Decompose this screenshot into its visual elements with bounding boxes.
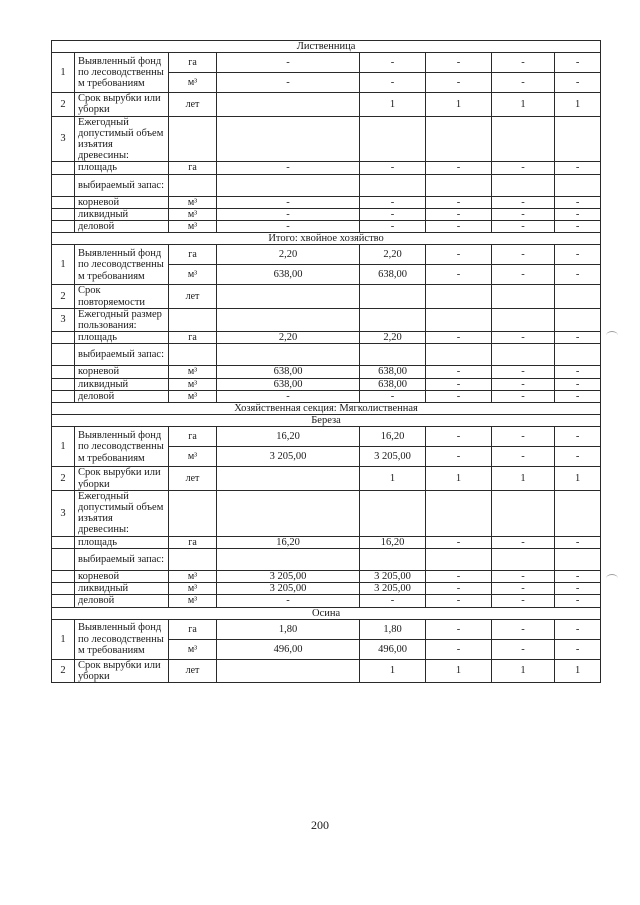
row-number-empty [52, 344, 75, 366]
value-cell: - [426, 208, 492, 220]
table-row [52, 570, 601, 582]
row-number-empty [52, 162, 75, 174]
value-cell [426, 344, 492, 366]
row-number-empty [52, 378, 75, 390]
value-cell: 1 [555, 659, 601, 682]
value-cell: 638,00 [360, 378, 426, 390]
row-number-empty [52, 332, 75, 344]
table-row [52, 619, 601, 639]
row-label: корневой [75, 196, 169, 208]
table-row [52, 116, 601, 162]
row-label: Выявленный фонд по лесоводственны м требованиям [75, 619, 169, 659]
unit-cell: лет [169, 285, 217, 308]
row-label: деловой [75, 221, 169, 233]
unit-cell: м³ [169, 447, 217, 467]
value-cell: - [426, 53, 492, 73]
table-row [52, 548, 601, 570]
value-cell: - [492, 639, 555, 659]
value-cell [555, 116, 601, 162]
page-number: 200 [311, 818, 329, 832]
row-label: корневой [75, 570, 169, 582]
table-row [52, 378, 601, 390]
value-cell [426, 116, 492, 162]
row-label: выбираемый запас: [75, 344, 169, 366]
row-label: Срок повторяемости [75, 285, 169, 308]
value-cell: - [492, 619, 555, 639]
value-cell: - [555, 366, 601, 378]
row-label: выбираемый запас: [75, 174, 169, 196]
table-row [52, 221, 601, 233]
value-cell [426, 308, 492, 331]
value-cell [555, 174, 601, 196]
row-number-empty [52, 570, 75, 582]
unit-cell: га [169, 619, 217, 639]
value-cell: - [555, 208, 601, 220]
value-cell: - [217, 196, 360, 208]
table-row [52, 174, 601, 196]
value-cell: - [426, 536, 492, 548]
unit-cell: га [169, 332, 217, 344]
row-number-empty [52, 196, 75, 208]
value-cell: - [555, 332, 601, 344]
value-cell: - [555, 378, 601, 390]
value-cell: 1 [426, 93, 492, 116]
value-cell [360, 308, 426, 331]
row-label: Ежегодный допустимый объем изъятия древесины: [75, 116, 169, 162]
value-cell: 2,20 [360, 245, 426, 265]
value-cell: - [555, 583, 601, 595]
row-label: Срок вырубки или уборки [75, 93, 169, 116]
unit-cell [169, 116, 217, 162]
value-cell [217, 93, 360, 116]
table-row [52, 285, 601, 308]
value-cell: 638,00 [217, 265, 360, 285]
section-row [52, 403, 601, 415]
row-label: площадь [75, 536, 169, 548]
scan-mark [606, 574, 618, 583]
value-cell: - [426, 447, 492, 467]
value-cell [217, 116, 360, 162]
value-cell: - [426, 639, 492, 659]
value-cell [217, 490, 360, 536]
table-row [52, 467, 601, 490]
unit-cell: м³ [169, 570, 217, 582]
value-cell: 1 [492, 467, 555, 490]
value-cell: - [360, 53, 426, 73]
value-cell: - [426, 265, 492, 285]
row-number: 1 [52, 427, 75, 467]
value-cell: 16,20 [217, 427, 360, 447]
table-row [52, 53, 601, 73]
row-number-empty [52, 583, 75, 595]
row-label: площадь [75, 162, 169, 174]
value-cell: 16,20 [360, 427, 426, 447]
value-cell: - [426, 162, 492, 174]
row-number: 3 [52, 116, 75, 162]
value-cell: 1,80 [360, 619, 426, 639]
row-number: 3 [52, 490, 75, 536]
value-cell: - [426, 245, 492, 265]
unit-cell: га [169, 536, 217, 548]
value-cell: 2,20 [360, 332, 426, 344]
value-cell [217, 344, 360, 366]
unit-cell: га [169, 245, 217, 265]
value-cell: - [492, 208, 555, 220]
row-label: выбираемый запас: [75, 548, 169, 570]
row-label: Выявленный фонд по лесоводственны м требованиям [75, 53, 169, 93]
unit-cell: м³ [169, 196, 217, 208]
row-label: Ежегодный размер пользования: [75, 308, 169, 331]
value-cell [217, 285, 360, 308]
value-cell: 3 205,00 [360, 583, 426, 595]
value-cell: - [492, 427, 555, 447]
value-cell: - [217, 208, 360, 220]
value-cell: - [217, 390, 360, 402]
value-cell [555, 308, 601, 331]
unit-cell: м³ [169, 595, 217, 607]
row-number-empty [52, 536, 75, 548]
value-cell: - [492, 332, 555, 344]
value-cell: - [555, 427, 601, 447]
value-cell: - [360, 221, 426, 233]
section-row [52, 41, 601, 53]
unit-cell: м³ [169, 366, 217, 378]
table-row [52, 490, 601, 536]
value-cell: 1 [360, 659, 426, 682]
table-row [52, 583, 601, 595]
value-cell: - [360, 196, 426, 208]
value-cell [492, 344, 555, 366]
value-cell: - [555, 390, 601, 402]
table-row [52, 93, 601, 116]
value-cell: 1 [426, 659, 492, 682]
value-cell: - [217, 595, 360, 607]
value-cell: - [426, 619, 492, 639]
value-cell: - [492, 366, 555, 378]
value-cell: 3 205,00 [217, 570, 360, 582]
value-cell: - [555, 162, 601, 174]
section-row [52, 607, 601, 619]
table-row [52, 390, 601, 402]
value-cell: - [555, 265, 601, 285]
table-row [52, 344, 601, 366]
value-cell [426, 174, 492, 196]
row-number: 1 [52, 619, 75, 659]
row-number-empty [52, 595, 75, 607]
value-cell [492, 308, 555, 331]
value-cell [555, 490, 601, 536]
row-number-empty [52, 548, 75, 570]
table-row [52, 536, 601, 548]
value-cell: - [492, 245, 555, 265]
unit-cell: м³ [169, 221, 217, 233]
value-cell: - [492, 162, 555, 174]
value-cell: - [426, 595, 492, 607]
value-cell: - [217, 53, 360, 73]
value-cell: 1 [492, 659, 555, 682]
value-cell: - [555, 196, 601, 208]
table-row [52, 332, 601, 344]
value-cell: 3 205,00 [217, 583, 360, 595]
value-cell: - [426, 427, 492, 447]
table-row [52, 196, 601, 208]
value-cell [360, 344, 426, 366]
unit-cell [169, 308, 217, 331]
value-cell: - [426, 73, 492, 93]
unit-cell [169, 490, 217, 536]
value-cell: - [555, 570, 601, 582]
value-cell: - [426, 390, 492, 402]
table-row [52, 162, 601, 174]
value-cell: 638,00 [360, 265, 426, 285]
value-cell: - [555, 221, 601, 233]
value-cell: 1 [555, 467, 601, 490]
value-cell [217, 659, 360, 682]
value-cell [492, 285, 555, 308]
row-number: 2 [52, 285, 75, 308]
value-cell: - [360, 73, 426, 93]
unit-cell: м³ [169, 73, 217, 93]
row-label: ликвидный [75, 378, 169, 390]
row-label: Срок вырубки или уборки [75, 467, 169, 490]
row-label: корневой [75, 366, 169, 378]
value-cell: 16,20 [217, 536, 360, 548]
section-row [52, 415, 601, 427]
value-cell: - [360, 162, 426, 174]
value-cell: - [555, 536, 601, 548]
value-cell: - [217, 73, 360, 93]
value-cell: - [217, 221, 360, 233]
section-title: Лиственница [52, 41, 601, 53]
unit-cell [169, 548, 217, 570]
value-cell: - [360, 390, 426, 402]
value-cell: - [555, 245, 601, 265]
value-cell [217, 467, 360, 490]
table-body [52, 41, 601, 683]
value-cell: - [217, 162, 360, 174]
value-cell [217, 548, 360, 570]
unit-cell [169, 174, 217, 196]
row-number: 1 [52, 53, 75, 93]
value-cell: - [426, 196, 492, 208]
value-cell [492, 548, 555, 570]
row-label: ликвидный [75, 208, 169, 220]
value-cell: - [492, 265, 555, 285]
unit-cell: га [169, 53, 217, 73]
section-title: Осина [52, 607, 601, 619]
value-cell [360, 174, 426, 196]
value-cell [217, 308, 360, 331]
row-label: Выявленный фонд по лесоводственны м требованиям [75, 245, 169, 285]
value-cell [426, 548, 492, 570]
row-label: деловой [75, 595, 169, 607]
table-row [52, 659, 601, 682]
unit-cell: га [169, 162, 217, 174]
value-cell: - [492, 570, 555, 582]
value-cell: 1 [360, 467, 426, 490]
value-cell: 496,00 [360, 639, 426, 659]
value-cell: 638,00 [217, 378, 360, 390]
value-cell: - [492, 583, 555, 595]
row-number-empty [52, 366, 75, 378]
value-cell: - [426, 366, 492, 378]
section-title: Береза [52, 415, 601, 427]
value-cell: - [492, 390, 555, 402]
table-row [52, 427, 601, 447]
value-cell: 1,80 [217, 619, 360, 639]
value-cell: 1 [426, 467, 492, 490]
value-cell: 638,00 [360, 366, 426, 378]
value-cell: - [492, 595, 555, 607]
value-cell [426, 285, 492, 308]
unit-cell: лет [169, 467, 217, 490]
value-cell: 1 [360, 93, 426, 116]
value-cell: 496,00 [217, 639, 360, 659]
value-cell: - [492, 447, 555, 467]
unit-cell: м³ [169, 639, 217, 659]
section-title: Итого: хвойное хозяйство [52, 233, 601, 245]
row-label: Ежегодный допустимый объем изъятия древесины: [75, 490, 169, 536]
value-cell [555, 548, 601, 570]
value-cell: - [426, 332, 492, 344]
row-label: деловой [75, 390, 169, 402]
table-row [52, 208, 601, 220]
unit-cell: м³ [169, 583, 217, 595]
row-number: 2 [52, 93, 75, 116]
value-cell: - [555, 639, 601, 659]
value-cell: - [555, 53, 601, 73]
value-cell: - [426, 583, 492, 595]
value-cell [217, 174, 360, 196]
value-cell: - [426, 570, 492, 582]
value-cell [492, 490, 555, 536]
scan-mark [606, 331, 618, 340]
row-label: площадь [75, 332, 169, 344]
value-cell [492, 174, 555, 196]
value-cell: - [492, 378, 555, 390]
table-row [52, 308, 601, 331]
value-cell: 2,20 [217, 332, 360, 344]
row-number: 1 [52, 245, 75, 285]
unit-cell: м³ [169, 378, 217, 390]
value-cell [426, 490, 492, 536]
section-title: Хозяйственная секция: Мягколиственная [52, 403, 601, 415]
table-row [52, 366, 601, 378]
value-cell: 3 205,00 [360, 447, 426, 467]
value-cell [360, 116, 426, 162]
value-cell [360, 285, 426, 308]
table-row [52, 595, 601, 607]
value-cell: - [426, 221, 492, 233]
unit-cell: м³ [169, 390, 217, 402]
value-cell: - [492, 536, 555, 548]
value-cell: - [555, 447, 601, 467]
row-label: Выявленный фонд по лесоводственны м требованиям [75, 427, 169, 467]
value-cell: - [492, 73, 555, 93]
value-cell: - [492, 53, 555, 73]
row-number-empty [52, 174, 75, 196]
row-number: 2 [52, 659, 75, 682]
value-cell: - [555, 595, 601, 607]
value-cell: 2,20 [217, 245, 360, 265]
row-number-empty [52, 390, 75, 402]
unit-cell [169, 344, 217, 366]
table-row [52, 245, 601, 265]
value-cell: 3 205,00 [217, 447, 360, 467]
forestry-table [51, 40, 601, 683]
unit-cell: лет [169, 659, 217, 682]
row-number: 3 [52, 308, 75, 331]
value-cell: 1 [492, 93, 555, 116]
row-label: Срок вырубки или уборки [75, 659, 169, 682]
value-cell: - [360, 595, 426, 607]
value-cell: 638,00 [217, 366, 360, 378]
value-cell [360, 548, 426, 570]
value-cell [555, 285, 601, 308]
value-cell: - [555, 619, 601, 639]
value-cell [492, 116, 555, 162]
value-cell: - [555, 73, 601, 93]
row-number: 2 [52, 467, 75, 490]
value-cell: 16,20 [360, 536, 426, 548]
unit-cell: га [169, 427, 217, 447]
unit-cell: м³ [169, 265, 217, 285]
unit-cell: м³ [169, 208, 217, 220]
value-cell: - [360, 208, 426, 220]
value-cell [555, 344, 601, 366]
row-number-empty [52, 221, 75, 233]
value-cell: - [426, 378, 492, 390]
value-cell: - [492, 196, 555, 208]
row-number-empty [52, 208, 75, 220]
value-cell: 3 205,00 [360, 570, 426, 582]
value-cell: 1 [555, 93, 601, 116]
value-cell: - [492, 221, 555, 233]
section-row [52, 233, 601, 245]
unit-cell: лет [169, 93, 217, 116]
row-label: ликвидный [75, 583, 169, 595]
value-cell [360, 490, 426, 536]
